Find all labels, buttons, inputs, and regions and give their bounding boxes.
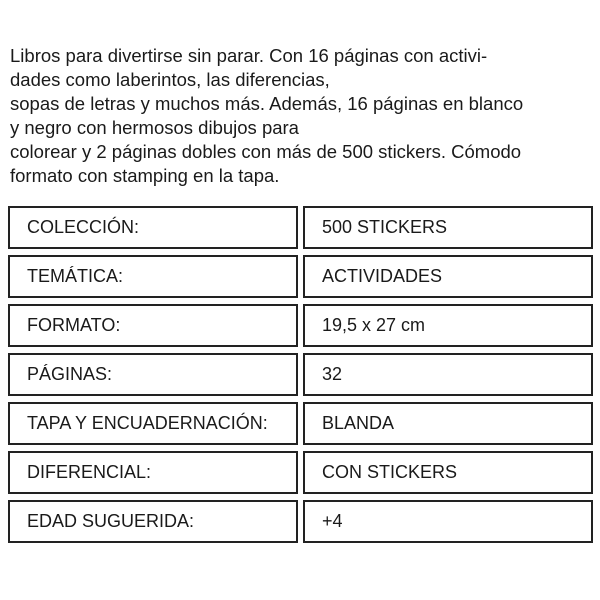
description-line: colorear y 2 páginas dobles con más de 500 stickers. Cómodo [10, 141, 522, 162]
description-line: sopas de letras y muchos más. Además, 16 páginas en blanco [10, 93, 524, 114]
spec-row-diferencial [8, 451, 593, 494]
spec-value: BLANDA [303, 402, 593, 445]
description-line: y negro con hermosos dibujos para [10, 117, 299, 138]
spec-row-coleccion [8, 206, 593, 249]
spec-value: CON STICKERS [303, 451, 593, 494]
description-line: formato con stamping en la tapa. [10, 165, 280, 186]
spec-row-edad [8, 500, 593, 543]
spec-value: 32 [303, 353, 593, 396]
product-description [10, 44, 595, 188]
spec-label: EDAD SUGUERIDA: [8, 500, 298, 543]
spec-label: PÁGINAS: [8, 353, 298, 396]
spec-value: ACTIVIDADES [303, 255, 593, 298]
spec-value: +4 [303, 500, 593, 543]
spec-label: FORMATO: [8, 304, 298, 347]
spec-label: TAPA Y ENCUADERNACIÓN: [8, 402, 298, 445]
description-line: Libros para divertirse sin parar. Con 16 páginas con activi- [10, 45, 488, 66]
spec-label: COLECCIÓN: [8, 206, 298, 249]
specs-table [8, 206, 593, 549]
spec-row-tematica [8, 255, 593, 298]
description-line: dades como laberintos, las diferencias, [10, 69, 330, 90]
spec-row-tapa [8, 402, 593, 445]
spec-row-formato [8, 304, 593, 347]
spec-value: 500 STICKERS [303, 206, 593, 249]
spec-label: TEMÁTICA: [8, 255, 298, 298]
spec-label: DIFERENCIAL: [8, 451, 298, 494]
spec-value: 19,5 x 27 cm [303, 304, 593, 347]
spec-row-paginas [8, 353, 593, 396]
